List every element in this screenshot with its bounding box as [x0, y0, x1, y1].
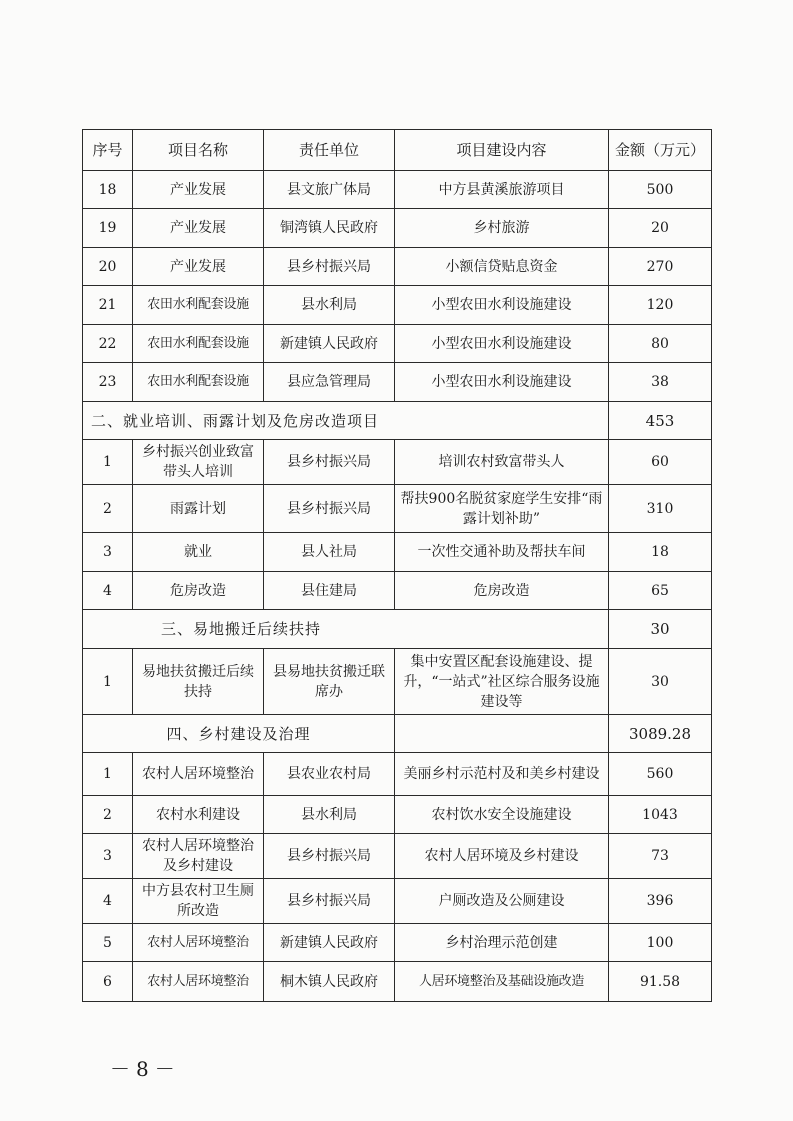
row-content: 小型农田水利设施建设 [395, 325, 609, 363]
row-amount: 73 [609, 834, 712, 879]
header-name: 项目名称 [133, 130, 264, 171]
row-content: 小额信贷贴息资金 [395, 248, 609, 286]
row-amount: 500 [609, 171, 712, 209]
row-name: 危房改造 [133, 572, 264, 610]
row-unit: 县水利局 [264, 796, 395, 834]
row-content: 户厕改造及公厕建设 [395, 879, 609, 924]
header-amount: 金额（万元） [609, 130, 712, 171]
row-name: 易地扶贫搬迁后续扶持 [133, 649, 264, 715]
row-num: 1 [83, 753, 133, 796]
table-header-row [83, 130, 712, 171]
table-row [83, 796, 712, 834]
row-content: 帮扶900名脱贫家庭学生安排“雨露计划补助” [395, 485, 609, 533]
row-content: 小型农田水利设施建设 [395, 286, 609, 325]
table-row [83, 363, 712, 402]
row-num: 4 [83, 879, 133, 924]
row-name: 雨露计划 [133, 485, 264, 533]
row-content: 小型农田水利设施建设 [395, 363, 609, 402]
row-unit: 县乡村振兴局 [264, 485, 395, 533]
row-amount: 396 [609, 879, 712, 924]
row-amount: 560 [609, 753, 712, 796]
row-content: 农村人居环境及乡村建设 [395, 834, 609, 879]
row-name: 产业发展 [133, 209, 264, 248]
row-content: 一次性交通补助及帮扶车间 [395, 533, 609, 572]
row-name: 农村人居环境整治及乡村建设 [133, 834, 264, 879]
row-unit: 县文旅广体局 [264, 171, 395, 209]
row-num: 2 [83, 485, 133, 533]
row-name: 产业发展 [133, 248, 264, 286]
row-content: 集中安置区配套设施建设、提升，“一站式”社区综合服务设施建设等 [395, 649, 609, 715]
table-row [83, 649, 712, 715]
row-name: 农村人居环境整治 [133, 962, 264, 1002]
row-amount: 30 [609, 649, 712, 715]
section-amount: 30 [609, 610, 712, 649]
row-amount: 65 [609, 572, 712, 610]
row-amount: 100 [609, 924, 712, 962]
row-content: 农村饮水安全设施建设 [395, 796, 609, 834]
row-unit: 铜湾镇人民政府 [264, 209, 395, 248]
table-row [83, 171, 712, 209]
row-unit: 县农业农村局 [264, 753, 395, 796]
row-name: 农田水利配套设施 [133, 286, 264, 325]
row-unit: 新建镇人民政府 [264, 325, 395, 363]
table-row [83, 286, 712, 325]
row-name: 农田水利配套设施 [133, 363, 264, 402]
row-num: 20 [83, 248, 133, 286]
section-row [83, 715, 712, 753]
table-row [83, 924, 712, 962]
row-name: 农村人居环境整治 [133, 924, 264, 962]
row-num: 3 [83, 834, 133, 879]
row-num: 1 [83, 440, 133, 485]
header-content: 项目建设内容 [395, 130, 609, 171]
row-content: 美丽乡村示范村及和美乡村建设 [395, 753, 609, 796]
row-name: 中方县农村卫生厕所改造 [133, 879, 264, 924]
row-unit: 县乡村振兴局 [264, 834, 395, 879]
section-title: 四、乡村建设及治理 [83, 715, 395, 753]
row-unit: 县住建局 [264, 572, 395, 610]
row-num: 18 [83, 171, 133, 209]
row-content: 人居环境整治及基础设施改造 [395, 962, 609, 1002]
row-unit: 县易地扶贫搬迁联席办 [264, 649, 395, 715]
section-amount: 3089.28 [609, 715, 712, 753]
row-content: 中方县黄溪旅游项目 [395, 171, 609, 209]
row-name: 就业 [133, 533, 264, 572]
row-amount: 1043 [609, 796, 712, 834]
row-amount: 18 [609, 533, 712, 572]
table-row [83, 248, 712, 286]
table-row [83, 834, 712, 879]
row-unit: 县水利局 [264, 286, 395, 325]
table-row [83, 440, 712, 485]
section-title: 三、易地搬迁后续扶持 [83, 610, 609, 649]
row-unit: 县乡村振兴局 [264, 879, 395, 924]
row-num: 6 [83, 962, 133, 1002]
row-amount: 270 [609, 248, 712, 286]
row-name: 农村人居环境整治 [133, 753, 264, 796]
row-name: 产业发展 [133, 171, 264, 209]
section-row [83, 402, 712, 440]
row-name: 乡村振兴创业致富带头人培训 [133, 440, 264, 485]
section-row [83, 610, 712, 649]
row-content: 乡村治理示范创建 [395, 924, 609, 962]
header-unit: 责任单位 [264, 130, 395, 171]
row-num: 22 [83, 325, 133, 363]
row-amount: 91.58 [609, 962, 712, 1002]
row-amount: 80 [609, 325, 712, 363]
row-num: 2 [83, 796, 133, 834]
row-unit: 县应急管理局 [264, 363, 395, 402]
row-num: 21 [83, 286, 133, 325]
row-unit: 县乡村振兴局 [264, 248, 395, 286]
row-num: 5 [83, 924, 133, 962]
section-title: 二、就业培训、雨露计划及危房改造项目 [83, 402, 609, 440]
row-name: 农村水利建设 [133, 796, 264, 834]
table-row [83, 325, 712, 363]
row-amount: 310 [609, 485, 712, 533]
row-content: 培训农村致富带头人 [395, 440, 609, 485]
header-num: 序号 [83, 130, 133, 171]
table-row [83, 485, 712, 533]
row-unit: 新建镇人民政府 [264, 924, 395, 962]
row-num: 3 [83, 533, 133, 572]
table-row [83, 962, 712, 1002]
row-unit: 县人社局 [264, 533, 395, 572]
row-unit: 桐木镇人民政府 [264, 962, 395, 1002]
row-amount: 38 [609, 363, 712, 402]
row-content: 乡村旅游 [395, 209, 609, 248]
row-name: 农田水利配套设施 [133, 325, 264, 363]
section-empty-cell [395, 715, 609, 753]
row-content: 危房改造 [395, 572, 609, 610]
page-number: －8－ [110, 1057, 181, 1081]
project-table [82, 129, 712, 1002]
row-amount: 60 [609, 440, 712, 485]
row-num: 1 [83, 649, 133, 715]
table-row [83, 533, 712, 572]
table-row [83, 879, 712, 924]
section-amount: 453 [609, 402, 712, 440]
row-unit: 县乡村振兴局 [264, 440, 395, 485]
table-row [83, 753, 712, 796]
row-amount: 20 [609, 209, 712, 248]
row-num: 23 [83, 363, 133, 402]
row-num: 4 [83, 572, 133, 610]
row-amount: 120 [609, 286, 712, 325]
row-num: 19 [83, 209, 133, 248]
table-row [83, 209, 712, 248]
table-row [83, 572, 712, 610]
